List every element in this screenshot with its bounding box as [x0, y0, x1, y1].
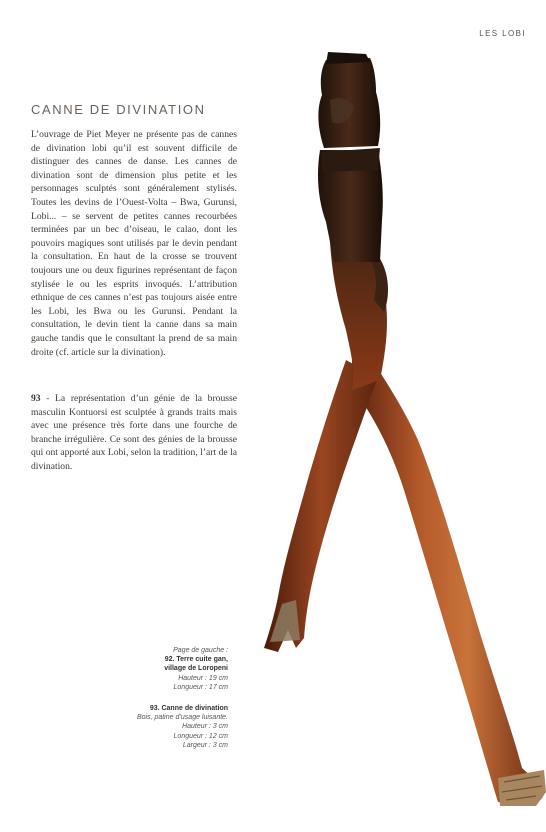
- section-title: CANNE DE DIVINATION: [31, 102, 206, 117]
- intro-paragraph: L’ouvrage de Piet Meyer ne présente pas de cannes de divination lobi qu’il est souvent difficile de distinguer des cannes de danse. Les cannes de divination sont de dimension plus petite et les personnages sculptés sont généralement stylisés. Toutes les devins de l’Ouest-Volta – Bwa, Gurunsi, Lobi... – se servent de petites cannes recourbées terminées par un bec d’oiseau, le calao, dont les pouvoirs magiques sont utilisés par le devin pendant la consultation. En haut de la crosse se trouvent toujours une ou deux figurines représentant de façon stylisée le ou les esprits invoqués. L’attribution ethnique de ces cannes n’est pas toujours aisée entre les Lobi, les Bwa ou les Gurunsi. Pendant la consultation, le devin tient la canne dans sa main gauche tandis que le consultant la prend de sa main droite (cf. article sur la divination).: [31, 129, 237, 358]
- item-93-height: Hauteur : 3 cm: [182, 723, 228, 731]
- figure-93-caption-text: - La représentation d’un génie de la brousse masculin Kontuorsi est sculptée à grands traits mais avec une présence très forte dans une fourche de branche irrégulière. Ce sont des génies de la brousse qui ont apporté aux Lobi, selon la tradition, l’art de la divination.: [31, 393, 237, 472]
- item-93-length: Longueur : 12 cm: [173, 732, 228, 740]
- running-head: LES LOBI: [479, 29, 526, 38]
- item-93-width: Largeur : 3 cm: [182, 741, 228, 749]
- item-93-title: 93. Canne de divination: [149, 705, 228, 712]
- item-93-material: Bois, patine d’usage luisante.: [136, 714, 228, 722]
- item-92-length: Longueur : 17 cm: [173, 683, 228, 691]
- item-92-height: Hauteur : 19 cm: [178, 674, 228, 682]
- item-92-title: 92. Terre cuite gan,: [164, 656, 228, 664]
- page-reference: Page de gauche :: [173, 647, 228, 654]
- cane-right-branch: [352, 330, 544, 804]
- item-92-location: village de Loropeni: [164, 665, 228, 673]
- figure-number: 93: [31, 393, 41, 404]
